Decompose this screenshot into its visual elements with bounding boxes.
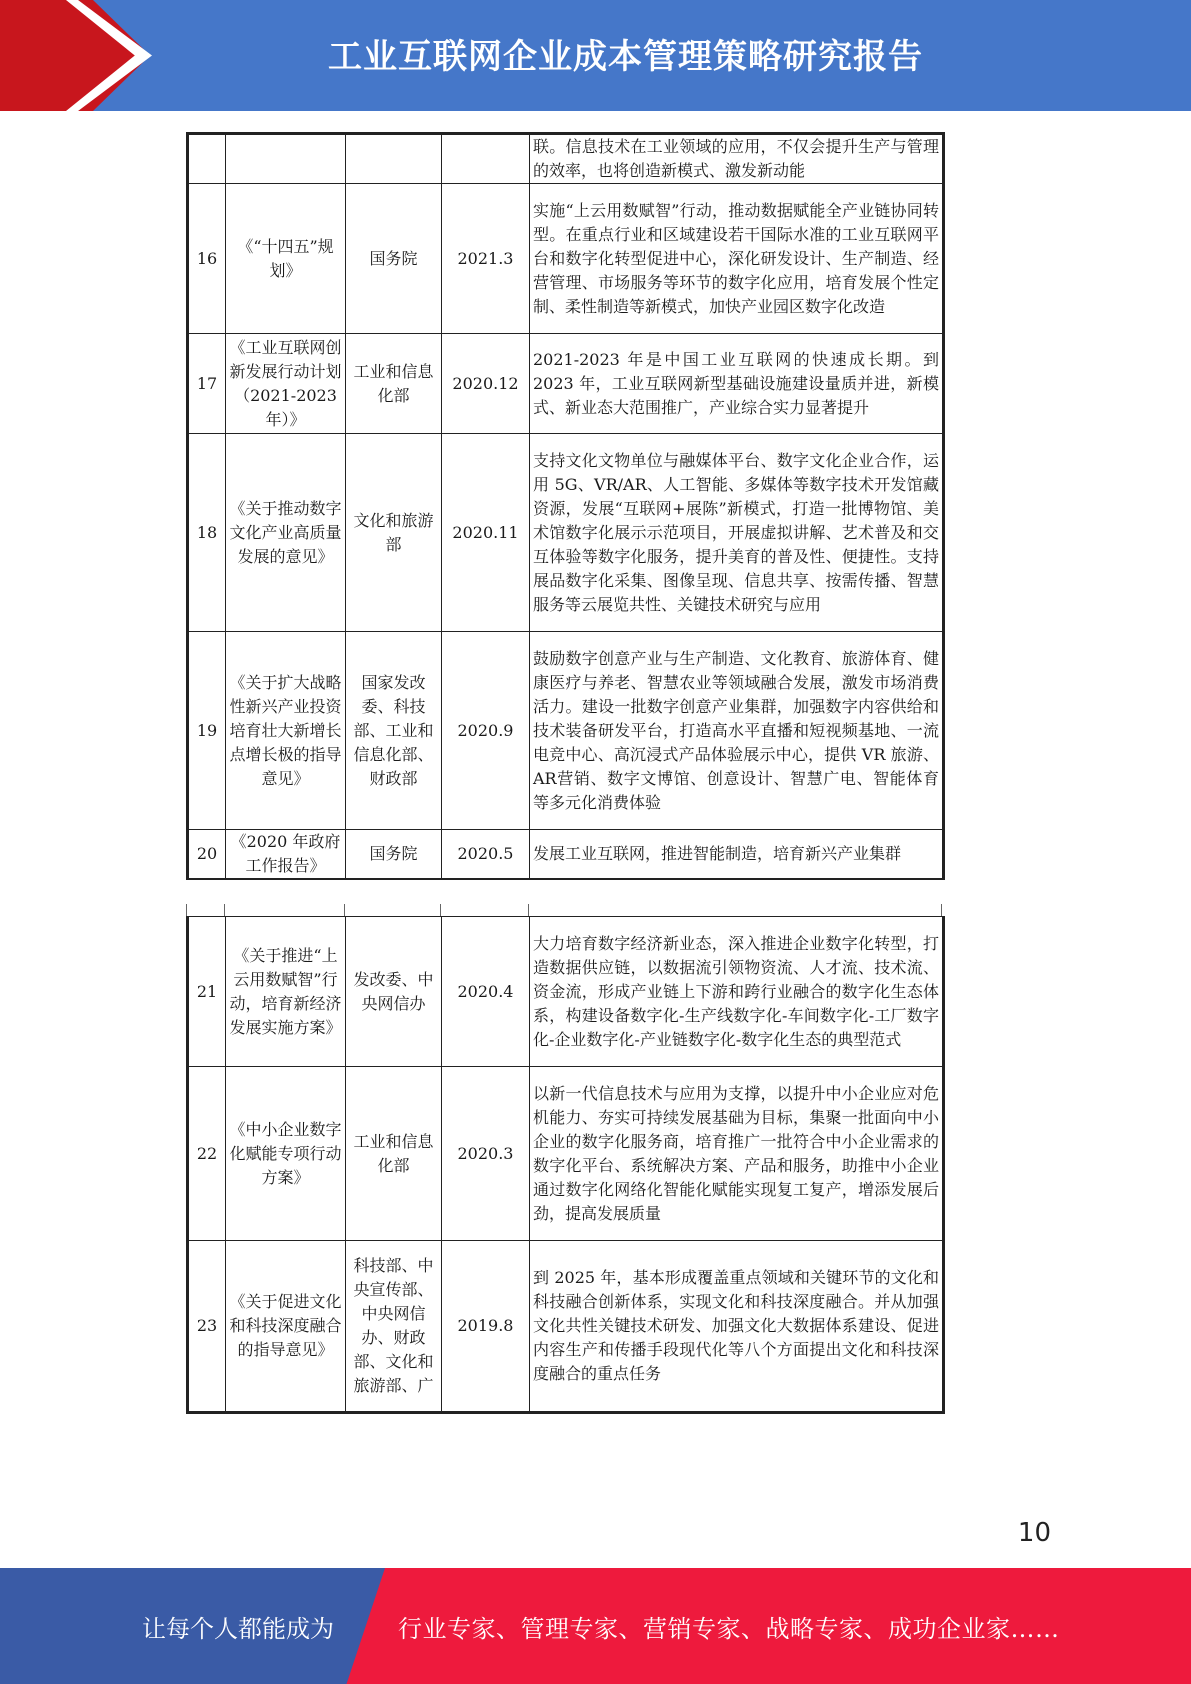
policy-name: 《工业互联网创新发展行动计划（2021-2023 年）》	[226, 334, 346, 434]
issuing-department: 工业和信息化部	[346, 1067, 442, 1241]
policy-name	[226, 134, 346, 184]
page-number: 10	[1017, 1518, 1051, 1548]
issue-date: 2020.5	[442, 830, 530, 880]
header-red-arrow	[0, 0, 150, 111]
policy-name: 《关于推动数字文化产业高质量发展的意见》	[226, 434, 346, 632]
table-page-break	[186, 904, 942, 916]
policy-description: 以新一代信息技术与应用为支撑，以提升中小企业应对危机能力、夯实可持续发展基础为目标，集聚一批面向中小企业的数字化服务商，培育推广一批符合中小企业需求的数字化平台、系统解决方案、产品和服务，助推中小企业通过数字化网络化智能化赋能实现复工复产，增添发展后劲，提高发展质量	[530, 1067, 944, 1241]
page-footer	[0, 1568, 1191, 1684]
table-row	[188, 434, 944, 632]
policy-table-part1	[186, 132, 945, 880]
issue-date: 2020.4	[442, 917, 530, 1067]
policy-description: 支持文化文物单位与融媒体平台、数字文化企业合作，运用 5G、VR/AR、人工智能、多媒体等数字技术开发馆藏资源，发展“互联网+展陈”新模式，打造一批博物馆、美术馆数字化展示示范项目，开展虚拟讲解、艺术普及和交互体验等数字化服务，提升美育的普及性、便捷性。支持展品数字化采集、图像呈现、信息共享、按需传播、智慧服务等云展览共性、关键技术研究与应用	[530, 434, 944, 632]
issuing-department: 科技部、中央宣传部、中央网信办、财政部、文化和旅游部、广	[346, 1241, 442, 1413]
policy-description: 发展工业互联网，推进智能制造，培育新兴产业集群	[530, 830, 944, 880]
row-number: 22	[188, 1067, 226, 1241]
policy-description: 到 2025 年，基本形成覆盖重点领域和关键环节的文化和科技融合创新体系，实现文化和科技深度融合。并从加强文化共性关键技术研发、加强文化大数据体系建设、促进内容生产和传播手段现代化等八个方面提出文化和科技深度融合的重点任务	[530, 1241, 944, 1413]
issuing-department: 国务院	[346, 830, 442, 880]
policy-description: 鼓励数字创意产业与生产制造、文化教育、旅游体育、健康医疗与养老、智慧农业等领域融合发展，激发市场消费活力。建设一批数字创意产业集群，加强数字内容供给和技术装备研发平台，打造高水平直播和短视频基地、一流电竞中心、高沉浸式产品体验展示中心，提供 VR 旅游、AR营销、数字文博馆、创意设计、智慧广电、智能体育等多元化消费体验	[530, 632, 944, 830]
table-row	[188, 632, 944, 830]
policy-description: 2021-2023 年是中国工业互联网的快速成长期。到 2023 年，工业互联网新型基础设施建设量质并进，新模式、新业态大范围推广，产业综合实力显著提升	[530, 334, 944, 434]
row-number: 17	[188, 334, 226, 434]
report-title: 工业互联网企业成本管理策略研究报告	[328, 36, 923, 77]
issue-date	[442, 134, 530, 184]
table-row	[188, 184, 944, 334]
policy-table-part2	[186, 916, 945, 1414]
table-row	[188, 334, 944, 434]
issuing-department: 文化和旅游部	[346, 434, 442, 632]
row-number: 18	[188, 434, 226, 632]
policy-name: 《2020 年政府工作报告》	[226, 830, 346, 880]
row-number	[188, 134, 226, 184]
policy-description: 实施“上云用数赋智”行动，推动数据赋能全产业链协同转型。在重点行业和区域建设若干国际水准的工业互联网平台和数字化转型促进中心，深化研发设计、生产制造、经营管理、市场服务等环节的数字化应用，培育发展个性定制、柔性制造等新模式，加快产业园区数字化改造	[530, 184, 944, 334]
issue-date: 2021.3	[442, 184, 530, 334]
row-number: 19	[188, 632, 226, 830]
issuing-department	[346, 134, 442, 184]
policy-name: 《关于推进“上云用数赋智”行动，培育新经济发展实施方案》	[226, 917, 346, 1067]
issuing-department: 工业和信息化部	[346, 334, 442, 434]
issuing-department: 发改委、中央网信办	[346, 917, 442, 1067]
row-number: 23	[188, 1241, 226, 1413]
issue-date: 2020.12	[442, 334, 530, 434]
policy-description: 联。信息技术在工业领域的应用，不仅会提升生产与管理的效率，也将创造新模式、激发新动能	[530, 134, 944, 184]
footer-slogan-right: 行业专家、管理专家、营销专家、战略专家、成功企业家……	[398, 1614, 1060, 1643]
row-number: 20	[188, 830, 226, 880]
row-number: 16	[188, 184, 226, 334]
table-row	[188, 1067, 944, 1241]
page-header	[0, 0, 1191, 111]
footer-slogan-left: 让每个人都能成为	[142, 1614, 334, 1643]
policy-name: 《关于促进文化和科技深度融合的指导意见》	[226, 1241, 346, 1413]
table-row	[188, 830, 944, 880]
issuing-department: 国务院	[346, 184, 442, 334]
policy-name: 《关于扩大战略性新兴产业投资培育壮大新增长点增长极的指导意见》	[226, 632, 346, 830]
issue-date: 2020.9	[442, 632, 530, 830]
issue-date: 2019.8	[442, 1241, 530, 1413]
table-row	[188, 134, 944, 184]
table-row	[188, 917, 944, 1067]
table-row	[188, 1241, 944, 1413]
policy-name: 《中小企业数字化赋能专项行动方案》	[226, 1067, 346, 1241]
row-number: 21	[188, 917, 226, 1067]
policy-description: 大力培育数字经济新业态，深入推进企业数字化转型，打造数据供应链，以数据流引领物资流、人才流、技术流、资金流，形成产业链上下游和跨行业融合的数字化生态体系，构建设备数字化-生产线数字化-车间数字化-工厂数字化-企业数字化-产业链数字化-数字化生态的典型范式	[530, 917, 944, 1067]
issue-date: 2020.11	[442, 434, 530, 632]
issuing-department: 国家发改委、科技部、工业和信息化部、财政部	[346, 632, 442, 830]
issue-date: 2020.3	[442, 1067, 530, 1241]
policy-name: 《“十四五”规划》	[226, 184, 346, 334]
